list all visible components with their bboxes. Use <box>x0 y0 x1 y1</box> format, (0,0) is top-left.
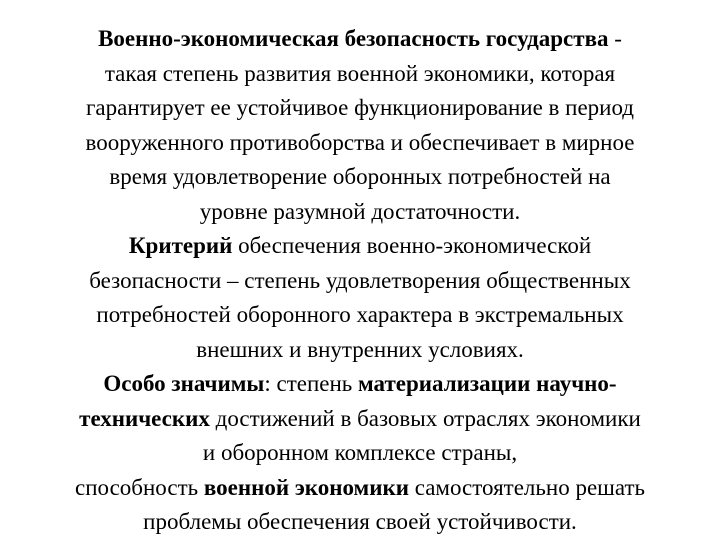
term-technical: технических <box>79 405 210 431</box>
criterion-line-3: потребностей оборонного характера в экстремальных <box>96 302 624 327</box>
criterion-line-1: Критерий обеспечения военно-экономической <box>128 233 592 258</box>
slide-text <box>0 22 720 540</box>
term-military-economy: военной экономики <box>203 474 409 500</box>
significance-line-1: Особо значимы: степень материализации научно- <box>103 371 617 396</box>
criterion-line-2: безопасности – степень удовлетворения общественных <box>89 267 631 293</box>
definition-line-5: время удовлетворение оборонных потребностей на <box>109 164 611 189</box>
definition-line-6: уровне разумной достаточности. <box>199 198 521 224</box>
term-criterion: Критерий <box>128 233 233 258</box>
term-materialization: материализации научно- <box>358 371 617 396</box>
definition-line-2: такая степень развития военной экономики, которая <box>104 60 616 86</box>
significance-line-3: и оборонном комплексе страны, <box>202 440 518 465</box>
term-military-economic-security: Военно-экономическая безопасность государства <box>98 26 609 51</box>
definition-line-1: Военно-экономическая безопасность государства - <box>98 26 622 51</box>
significance-line-2: технических достижений в базовых отраслях экономики <box>79 405 641 431</box>
definition-line-4: вооруженного противоборства и обеспечивает в мирное <box>85 129 635 155</box>
criterion-line-4: внешних и внутренних условиях. <box>196 336 524 362</box>
definition-line-3: гарантирует ее устойчивое функционирование в период <box>85 95 635 120</box>
term-especially-significant: Особо значимы <box>103 371 265 396</box>
capability-line-2: проблемы обеспечения своей устойчивости. <box>143 509 577 534</box>
capability-line-1: способность военной экономики самостоятельно решать <box>74 474 646 500</box>
